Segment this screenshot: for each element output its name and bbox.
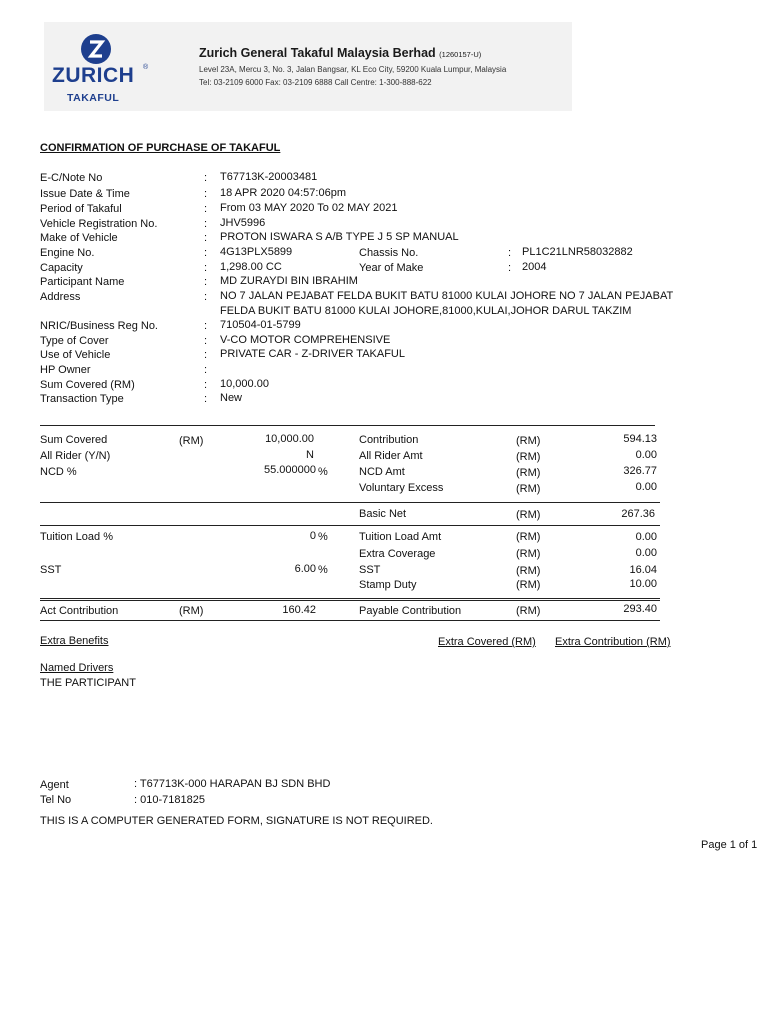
separator: : [204,276,208,288]
logo-wordmark: ZURICH [52,64,135,87]
hp-owner-label: HP Owner [40,364,91,376]
all-rider-amt-label: All Rider Amt [359,450,423,462]
payable-contribution-value: 293.40 [623,603,657,615]
make-label: Make of Vehicle [40,232,118,244]
cover-type-label: Type of Cover [40,335,109,347]
vehicle-use-value: PRIVATE CAR - Z-DRIVER TAKAFUL [220,348,405,360]
tuition-load-label: Tuition Load % [40,531,113,543]
company-name [199,46,481,60]
sst-rate-label: SST [40,564,62,576]
chassis-label: Chassis No. [359,247,419,259]
currency-label: (RM) [516,435,541,447]
ec-note-label: E-C/Note No [40,172,103,184]
document-title: CONFIRMATION OF PURCHASE OF TAKAFUL [40,142,281,154]
agent-value: : T67713K-000 HARAPAN BJ SDN BHD [134,778,331,790]
currency-label: (RM) [516,605,541,617]
separator: : [204,188,208,200]
currency-label: (RM) [179,435,204,447]
contribution-value: 594.13 [623,433,657,445]
voluntary-excess-label: Voluntary Excess [359,482,444,494]
currency-label: (RM) [516,531,541,543]
signature-notice: THIS IS A COMPUTER GENERATED FORM, SIGNATURE IS NOT REQUIRED. [40,815,433,827]
address-line-2: FELDA BUKIT BATU 81000 KULAI JOHORE,81000,KULAI,JOHOR DARUL TAKZIM [220,305,632,317]
logo-subtitle: TAKAFUL [67,92,120,104]
all-rider-amt-value: 0.00 [635,449,657,461]
separator: : [204,393,208,405]
logo-registered-mark: ® [143,64,149,71]
all-rider-value: N [306,449,314,461]
basic-net-value: 267.36 [621,508,655,520]
divider [40,425,655,426]
extra-contribution-heading: Extra Contribution (RM) [555,636,671,648]
named-driver: THE PARTICIPANT [40,677,136,689]
vehicle-reg-label: Vehicle Registration No. [40,218,158,230]
divider [40,598,660,599]
summary-sum-covered-value: 10,000.00 [265,433,314,445]
divider [40,600,660,601]
percent-sign: % [318,466,328,478]
separator: : [204,203,208,215]
ncd-percent-value: 55.000000 [264,464,316,476]
ncd-amt-value: 326.77 [623,465,657,477]
vehicle-use-label: Use of Vehicle [40,349,111,361]
address-line-1: NO 7 JALAN PEJABAT FELDA BUKIT BATU 81000 KULAI JOHORE NO 7 JALAN PEJABAT [220,290,674,302]
payable-contribution-label: Payable Contribution [359,605,462,617]
issue-date-label: Issue Date & Time [40,188,130,200]
named-drivers-heading: Named Drivers [40,662,114,674]
separator: : [204,172,208,184]
address-label: Address [40,291,81,303]
zurich-logo-icon [81,34,111,64]
ncd-percent-label: NCD % [40,466,77,478]
separator: : [204,349,208,361]
currency-label: (RM) [516,548,541,560]
participant-value: MD ZURAYDI BIN IBRAHIM [220,275,358,287]
sst-amt-label: SST [359,564,381,576]
nric-label: NRIC/Business Reg No. [40,320,158,332]
act-contribution-label: Act Contribution [40,605,119,617]
tuition-load-amt-label: Tuition Load Amt [359,531,442,543]
year-label: Year of Make [359,262,424,274]
issue-date-value: 18 APR 2020 04:57:06pm [220,187,346,199]
percent-sign: % [318,564,328,576]
company-address: Level 23A, Mercu 3, No. 3, Jalan Bangsar, KL Eco City, 59200 Kuala Lumpur, Malaysia [199,65,507,74]
separator: : [204,320,208,332]
tuition-load-amt-value: 0.00 [635,531,657,543]
percent-sign: % [318,531,328,543]
currency-label: (RM) [516,483,541,495]
sst-rate-value: 6.00 [294,563,316,575]
vehicle-reg-value: JHV5996 [220,217,266,229]
stamp-duty-value: 10.00 [629,578,657,590]
separator: : [204,262,208,274]
stamp-duty-label: Stamp Duty [359,579,417,591]
period-label: Period of Takaful [40,203,122,215]
basic-net-label: Basic Net [359,508,407,520]
nric-value: 710504-01-5799 [220,319,301,331]
company-name-text: Zurich General Takaful Malaysia Berhad [199,46,436,60]
separator: : [204,232,208,244]
separator: : [204,218,208,230]
separator: : [204,379,208,391]
make-value: PROTON ISWARA S A/B TYPE J 5 SP MANUAL [220,231,459,243]
company-reg-number: (1260157-U) [439,50,482,59]
currency-label: (RM) [179,605,204,617]
extra-coverage-value: 0.00 [635,547,657,559]
sum-covered-label: Sum Covered (RM) [40,379,135,391]
ncd-amt-label: NCD Amt [359,466,405,478]
extra-coverage-label: Extra Coverage [359,548,436,560]
year-value: 2004 [522,261,547,273]
engine-value: 4G13PLX5899 [220,246,293,258]
contribution-label: Contribution [359,434,419,446]
page-number: Page 1 of 1 [701,839,758,851]
period-value: From 03 MAY 2020 To 02 MAY 2021 [220,202,398,214]
separator: : [204,247,208,259]
transaction-type-label: Transaction Type [40,393,124,405]
separator: : [204,364,208,376]
transaction-type-value: New [220,392,243,404]
tuition-load-value: 0 [309,530,316,542]
separator: : [204,291,208,303]
divider [40,620,660,621]
currency-label: (RM) [516,509,541,521]
extra-benefits-heading: Extra Benefits [40,635,109,647]
agent-label: Agent [40,779,69,791]
extra-covered-heading: Extra Covered (RM) [438,636,536,648]
ec-note-value: T67713K-20003481 [220,171,318,183]
engine-label: Engine No. [40,247,95,259]
act-contribution-value: 160.42 [282,604,316,616]
chassis-value: PL1C21LNR58032882 [522,246,633,258]
currency-label: (RM) [516,579,541,591]
participant-label: Participant Name [40,276,125,288]
sum-covered-value: 10,000.00 [220,378,269,390]
company-contact: Tel: 03-2109 6000 Fax: 03-2109 6888 Call Centre: 1-300-888-622 [199,78,432,87]
capacity-label: Capacity [40,262,83,274]
divider [40,502,660,503]
currency-label: (RM) [516,467,541,479]
currency-label: (RM) [516,565,541,577]
cover-type-value: V-CO MOTOR COMPREHENSIVE [220,334,391,346]
summary-sum-covered-label: Sum Covered [40,434,108,446]
tel-value: : 010-7181825 [134,794,205,806]
capacity-value: 1,298.00 CC [220,261,282,273]
voluntary-excess-value: 0.00 [635,481,657,493]
tel-label: Tel No [40,794,72,806]
all-rider-label: All Rider (Y/N) [40,450,111,462]
divider [40,525,660,526]
currency-label: (RM) [516,451,541,463]
sst-amt-value: 16.04 [629,564,657,576]
separator: : [508,262,512,274]
separator: : [204,335,208,347]
separator: : [508,247,512,259]
